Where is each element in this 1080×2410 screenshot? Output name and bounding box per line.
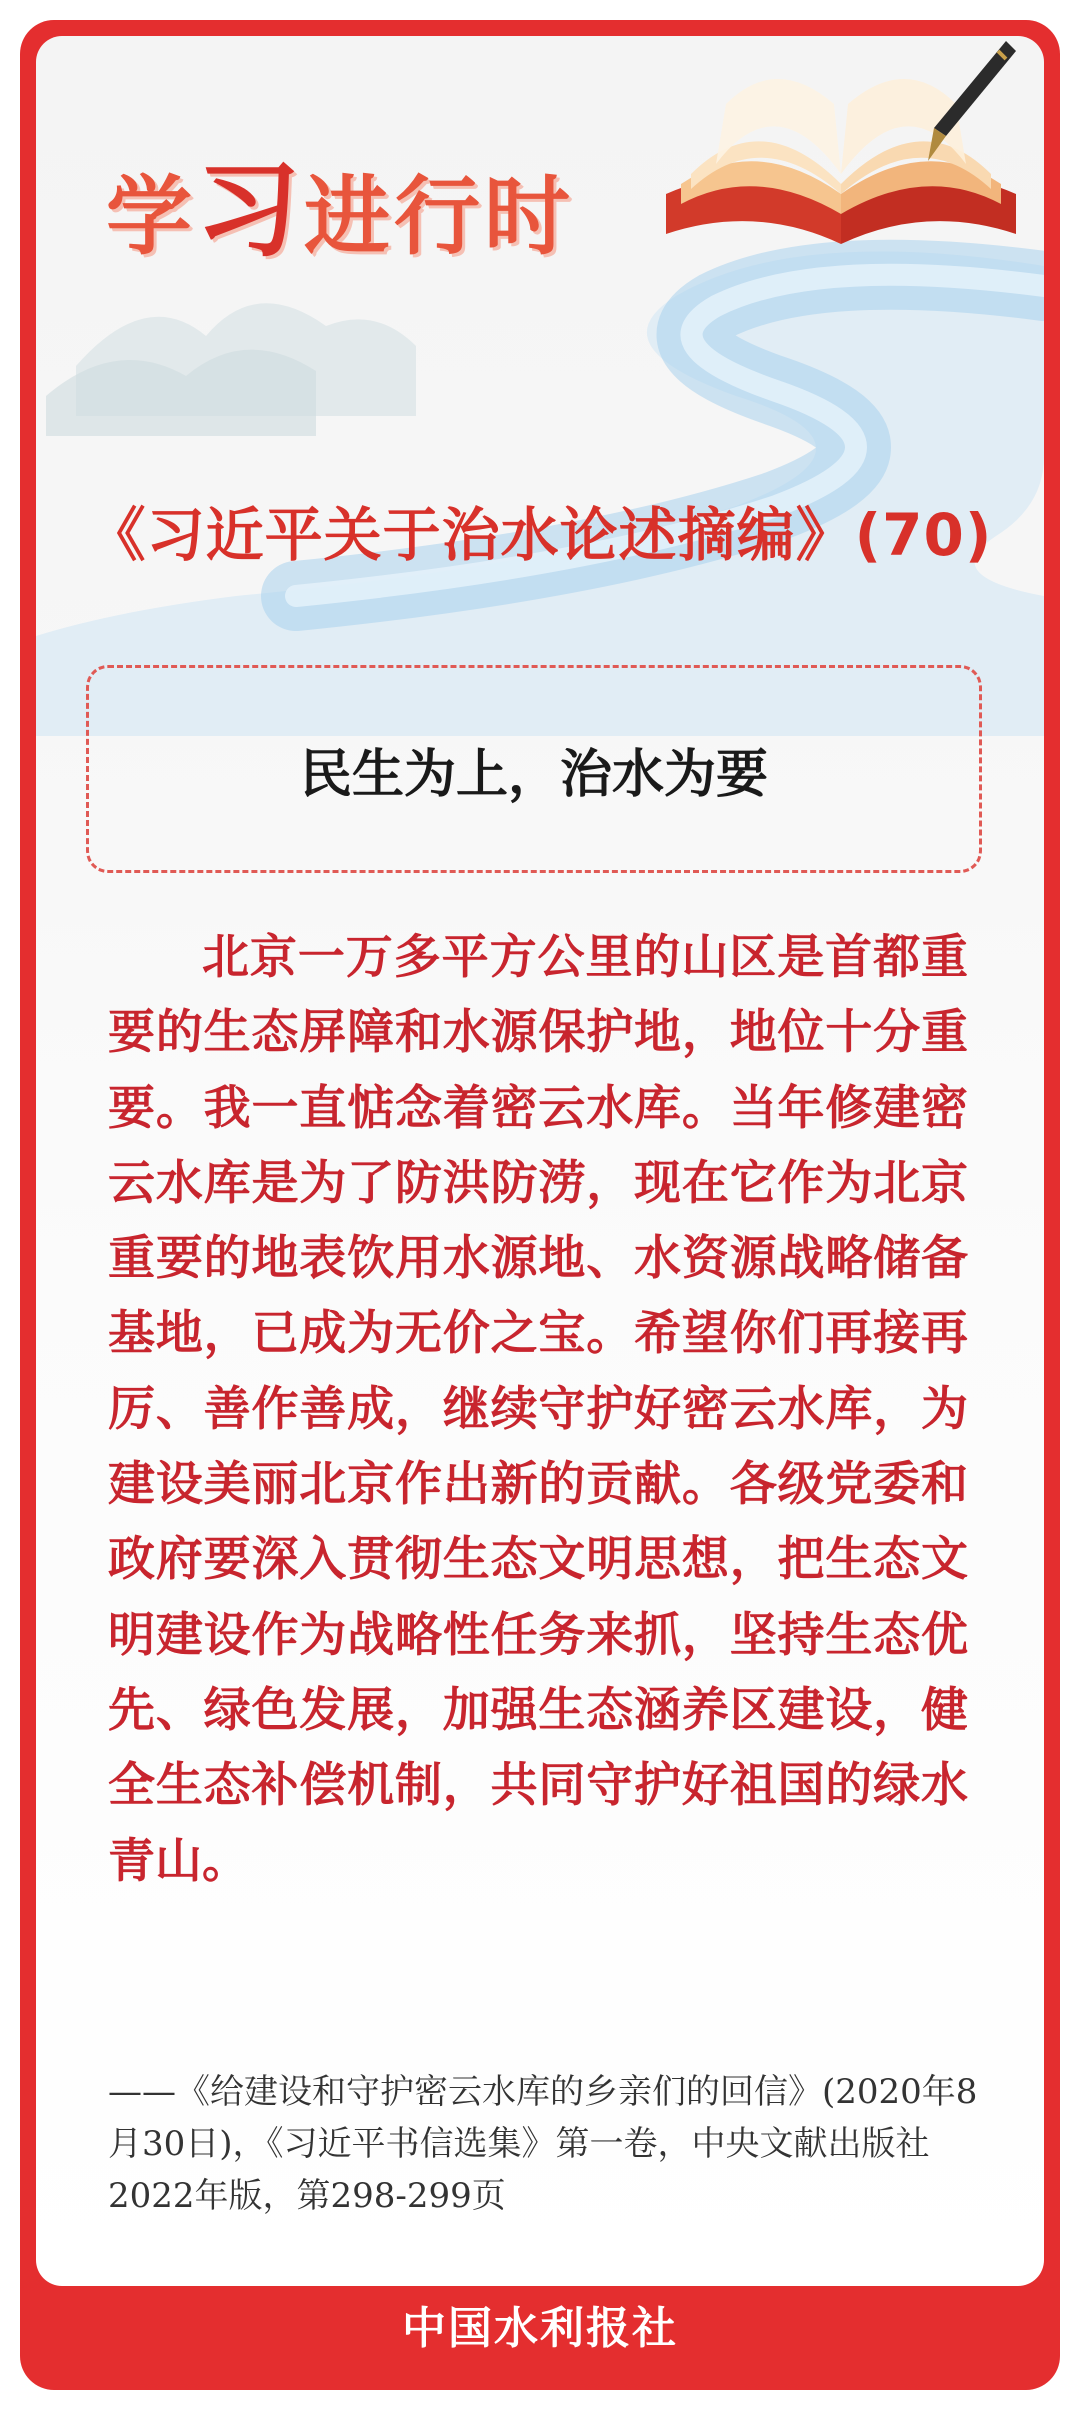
header-title-part1: 学 [106, 167, 196, 267]
footer-organization: 中国水利报社 [402, 2303, 678, 2354]
subtitle-box [86, 665, 982, 873]
document-title: 《习近平关于治水论述摘编》(70) [87, 501, 993, 569]
section-header-title [106, 126, 574, 276]
subtitle-text: 民生为上，治水为要 [299, 743, 768, 805]
header-title-part3: 进行时 [304, 167, 575, 267]
body-paragraph: 北京一万多平方公里的山区是首都重要的生态屏障和水源保护地，地位十分重要。我一直惦念着密云水库。当年修建密云水库是为了防洪防涝，现在它作为北京重要的地表饮用水源地、水资源战略储备基地，已成为无价之宝。希望你们再接再厉、善作善成，继续守护好密云水库，为建设美丽北京作出新的贡献。各级党委和政府要深入贯彻生态文明思想，把生态文明建设作为战略性任务来抓，坚持生态优先、绿色发展，加强生态涵养区建设，健全生态补偿机制，共同守护好祖国的绿水青山。 [108, 930, 968, 1889]
source-citation: ——《给建设和守护密云水库的乡亲们的回信》(2020年8月30日)，《习近平书信选集》第一卷，中央文献出版社2022年版，第298-299页 [108, 2072, 978, 2216]
header-title-part2: 习 [196, 149, 305, 271]
pen-icon [906, 36, 1016, 166]
